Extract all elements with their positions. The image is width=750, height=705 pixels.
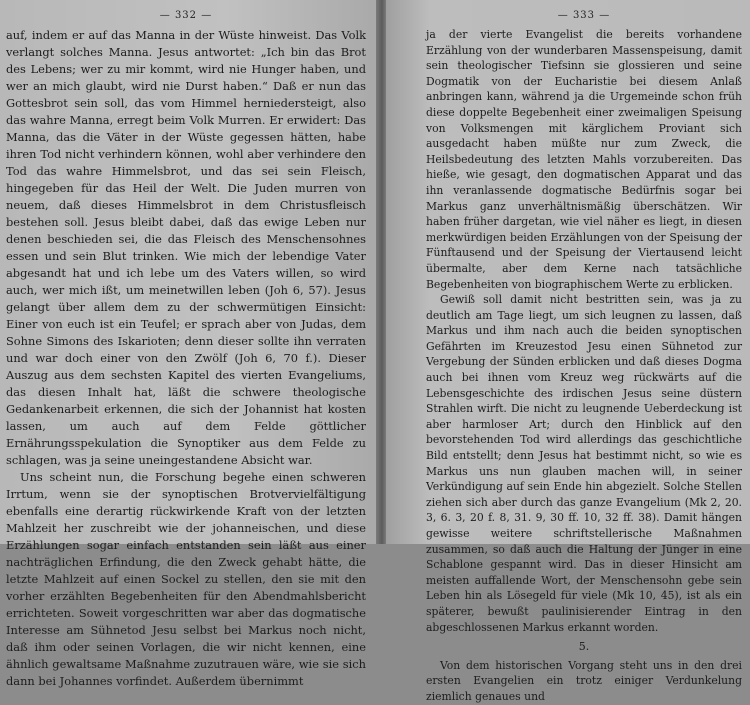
section-heading: 5. (578, 640, 590, 654)
right-paragraph-2: Gewiß soll damit nicht bestritten sein, was ja zu deutlich am Tage liegt, um sich leugnen zu lassen, daß Markus und ihm nach auch die beiden synoptischen Gefährten im Kreuzestod Jesu einen Sühnetod zur Vergebung der Sünden erblicken und daß dieses Dogma auch bei ihnen vom Kreuz weg rückwärts auf die Lebensgeschichte des irdischen Jesus seine düstern Strahlen wirft. Die nicht zu leugnende Ueberdeckung ist aber harmloser Art; durch den Hinblick auf den bevorstehenden Tod wird allerdings das geschichtliche Bild entstellt; denn Jesus hat bestimmt nicht, so wie es Markus uns nun glauben machen will, in seiner Verkündigung auf sein Ende hin abgezielt. Solche Stellen ziehen sich aber durch das ganze Evangelium (Mk 2, 20. 3, 6. 3, 20 f. 8, 31. 9, 30 ff. 10, 32 ff. 38). Damit hängen gewisse weitere schriftstellerische Maßnahmen zusammen, so daß auch die Haltung der Jünger in eine Schablone gespannt wird. Das in dieser Hinsicht am meisten auffallende Wort, der Menschensohn gebe sein Leben hin als Lösegeld für viele (Mk 10, 45), ist als ein späterer, bewußt paulinisierender Eintrag in den abgeschlossenen Markus erkannt worden. (426, 293, 742, 634)
right-page (386, 0, 750, 703)
section-paragraph: Von dem historischen Vorgang steht uns in den drei ersten Evangelien ein trotz einiger Verdunkelung ziemlich genaues und (426, 658, 742, 703)
left-paragraph-1: auf, indem er auf das Manna in der Wüste hinweist. Das Volk verlangt solches Manna. Jesus antwortet: „Ich bin das Brot des Lebens; wer zu mir kommt, wird nie Hunger haben, und wer an mich glaubt, wird nie Durst haben.“ Daß er nun das Gottesbrot sein soll, das vom Himmel herniedersteigt, also das wahre Manna, erregt beim Volk Murren. Er erwidert: Das Manna, das die Väter in der Wüste gegessen hätten, habe ihren Tod nicht verhindern können, wohl aber verhindere den Tod das wahre Himmelsbrot, und das sei sein Fleisch, hingegeben für das Heil der Welt. Die Juden murren von neuem, daß dieses Himmelsbrot in dem Christusfleisch bestehen soll. Jesus bleibt dabei, daß das ewige Leben nur denen beschieden sei, die das Fleisch des Menschensohnes essen und sein Blut trinken. Wie mich der lebendige Vater abgesandt hat und ich lebe um des Vaters willen, so wird auch, wer mich ißt, um meinetwillen leben (Joh 6, 57). Jesus gelangt über allem dem zu der schwermütigen Einsicht: Einer von euch ist ein Teufel; er sprach aber von Judas, dem Sohne Simons des Iskarioten; denn dieser sollte ihn verraten und war doch einer von den Zwölf (Joh 6, 70 f.). Dieser Auszug aus dem sechsten Kapitel des vierten Evangeliums, das diesen Inhalt hat, läßt die schwere theologische Gedankenarbeit erkennen, die sich der Johannist hat kosten lassen, um auch auf dem Felde göttlicher Ernährungsspekulation die Synoptiker aus dem Felde zu schlagen, was ja seine uneingestandene Absicht war. (6, 28, 366, 467)
left-page (0, 0, 378, 688)
right-paragraph-1: ja der vierte Evangelist die bereits vorhandene Erzählung von der wunderbaren Massenspeisung, damit sein theologischer Tiefsinn sie glossieren und seine Dogmatik von der Eucharistie bei diesem Anlaß anbringen kann, während ja die Urgemeinde schon früh diese doppelte Begebenheit einer zweimaligen Speisung von Volksmengen mit kärglichem Proviant sich ausgedacht haben müßte nur zum Zweck, die Heilsbedeutung des letzten Mahls vorzubereiten. Das hieße, wie gesagt, den dogmatischen Apparat und das ihn veranlassende dogmatische Bedürfnis sogar bei Markus ganz unverhältnismäßig überschätzen. Wir haben früher dargetan, wie viel näher es liegt, in diesen merkwürdigen beiden Erzählungen von der Speisung der Fünftausend und der Speisung der Viertausend leicht übermalte, aber dem Kerne nach tatsächliche Begebenheiten von biographischem Werte zu erblicken. (426, 28, 742, 291)
left-page-text (6, 27, 366, 690)
left-paragraph-2: Uns scheint nun, die Forschung begehe einen schweren Irrtum, wenn sie der synoptischen Brotvervielfältigung ebenfalls eine derartig rückwirkende Kraft von der letzten Mahlzeit her zuschreibt wie der johanneischen, und diese Erzählungen sogar einfach entstanden sein läßt aus einer nachträglichen Erfindung, die den Zweck gehabt hätte, die letzte Mahlzeit auf einen Sockel zu stellen, den sie mit den vorher erzählten Begebenheiten für den Abendmahlsbericht errichteten. Soweit vorgeschritten war aber das dogmatische Interesse am Sühnetod Jesu selbst bei Markus noch nicht, daß ihm oder seinen Vorlagen, die wir nicht kennen, eine ähnlich gewaltsame Maßnahme zuzutrauen wäre, wie sie sich dann bei Johannes vorfindet. Außerdem übernimmt (6, 470, 366, 688)
right-page-number: — 333 — (557, 10, 611, 21)
right-page-text (426, 27, 742, 705)
left-page-number: — 332 — (159, 10, 213, 21)
